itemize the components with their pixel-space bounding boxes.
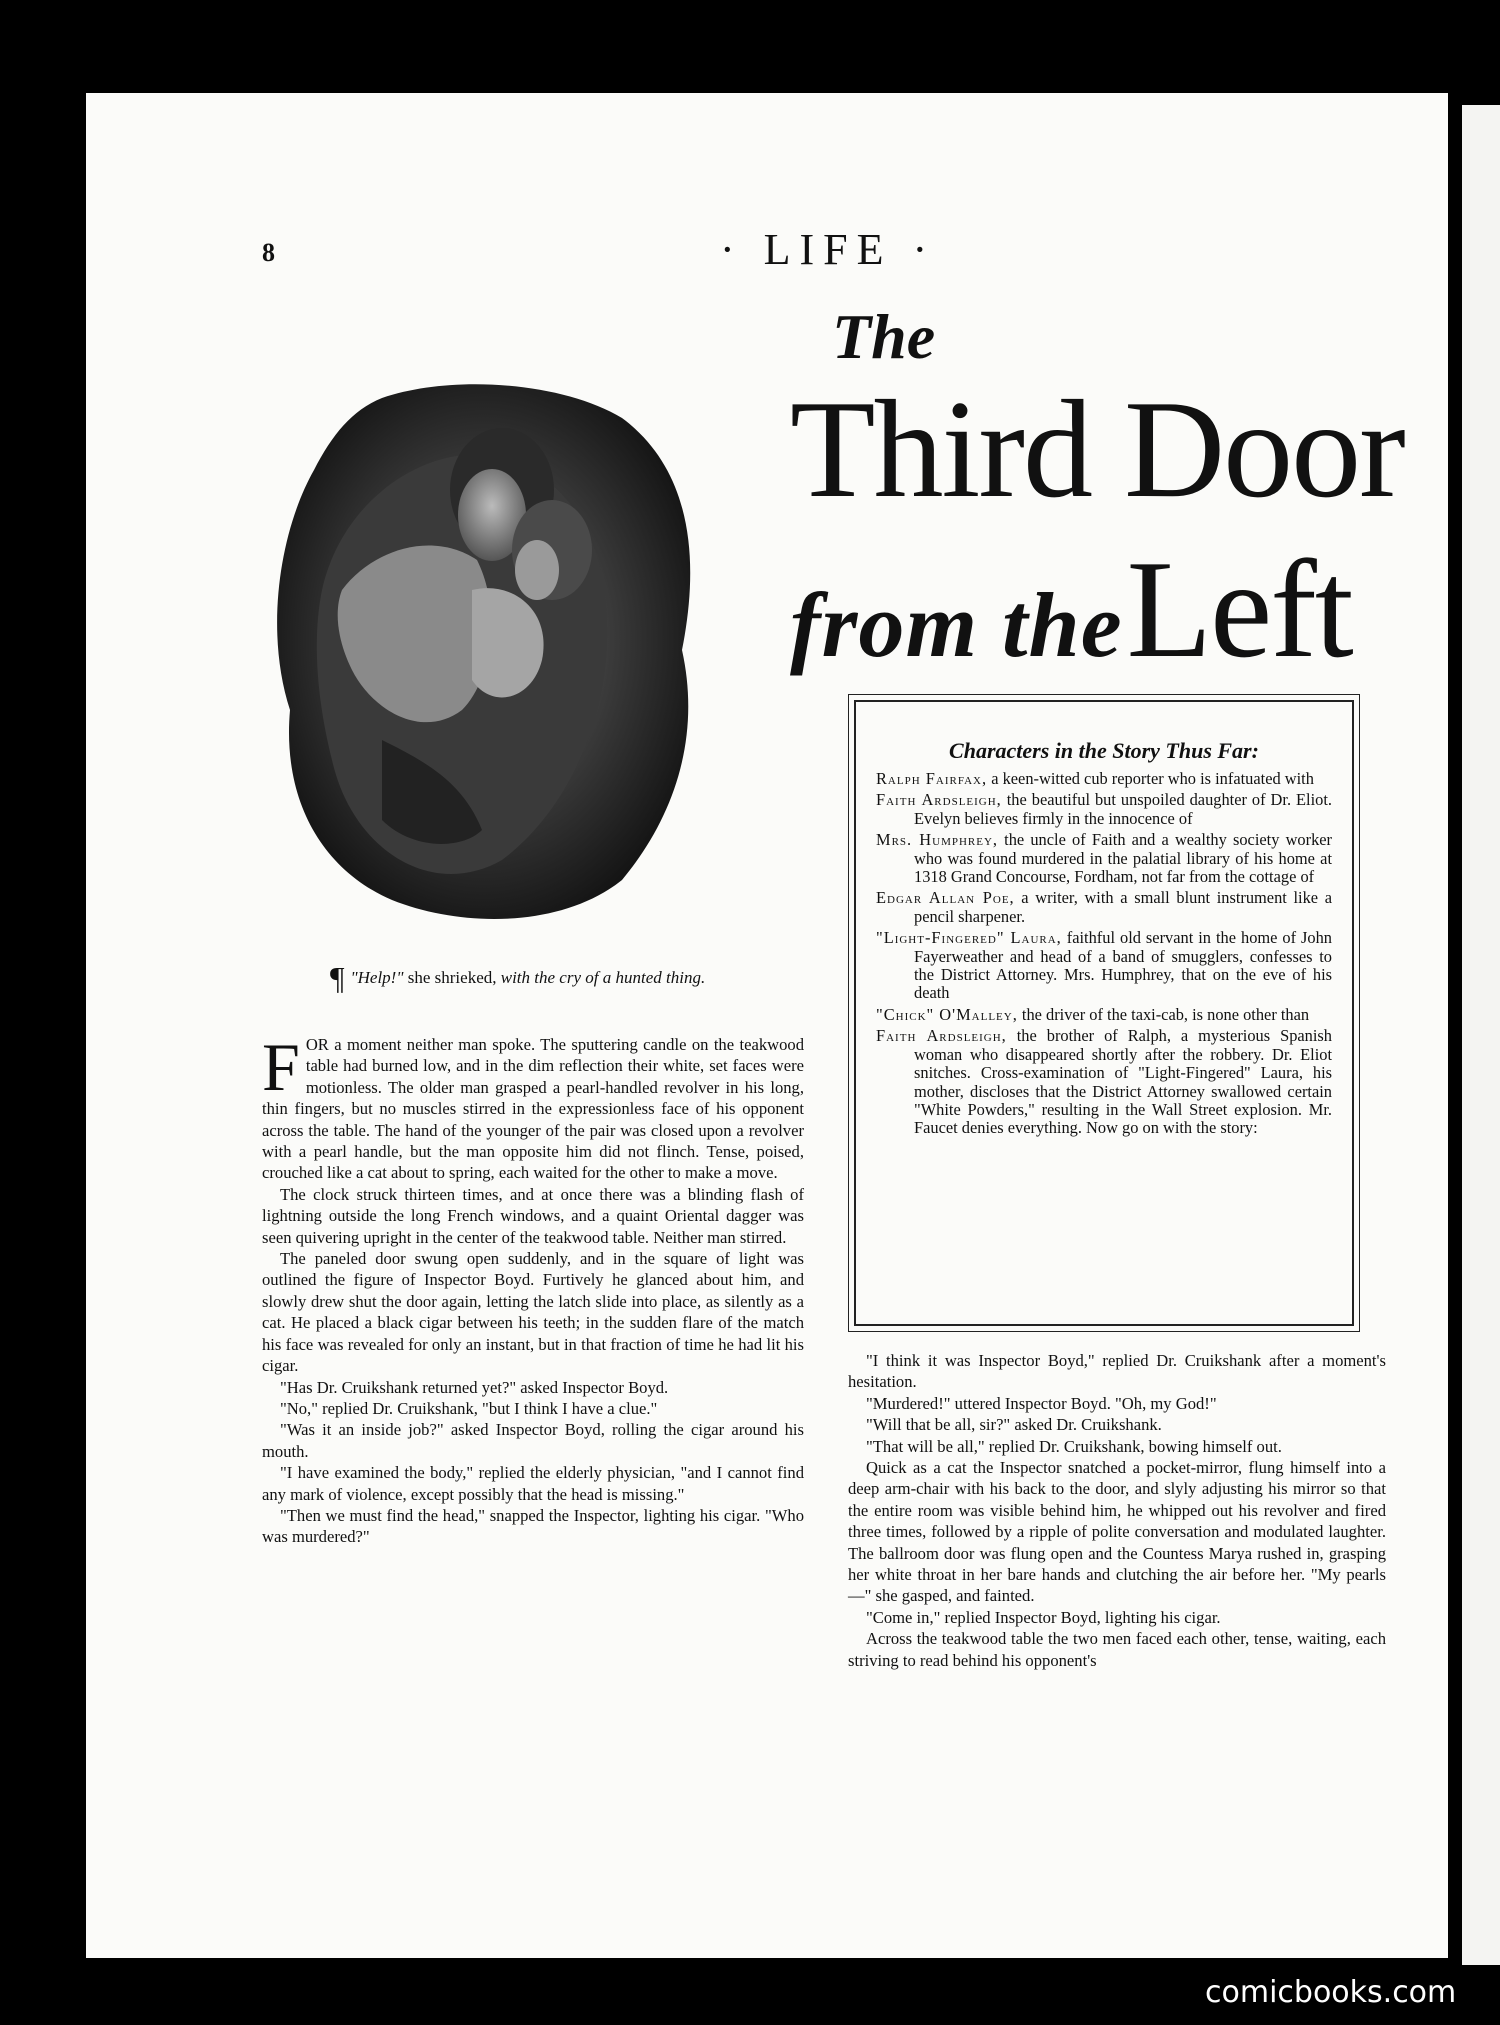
article-paragraph: "Has Dr. Cruikshank returned yet?" asked Inspector Boyd. <box>280 1377 669 1397</box>
article-paragraph: "I have examined the body," replied the elderly physician, "and I cannot find any mark of violence, except possibly that the head is missing." <box>262 1463 804 1504</box>
article-left-column <box>262 1029 804 1548</box>
article-paragraph: Across the teakwood table the two men faced each other, tense, waiting, each striving to read behind his opponent's <box>848 1629 1386 1670</box>
article-right-column <box>848 1350 1386 1671</box>
character-entry: Ralph Fairfax, a keen-witted cub reporter who is infatuated with <box>876 769 1314 788</box>
paragraph-mark-icon: ¶ <box>330 960 345 996</box>
site-watermark: comicbooks.com <box>1205 1975 1457 2010</box>
facing-page-edge <box>1462 105 1500 1965</box>
title-third-door: Third Door <box>790 372 1404 527</box>
article-paragraph: "Will that be all, sir?" asked Dr. Cruikshank. <box>866 1415 1162 1435</box>
characters-box-title: Characters in the Story Thus Far: <box>949 738 1259 763</box>
illustration-photo <box>262 380 702 930</box>
article-paragraph: The paneled door swung open suddenly, and in the square of light was outlined the figure of Inspector Boyd. Furtively he glanced about him, and slowly drew shut the door again, letting the latch slide into place, as silently as a cat. He placed a black cigar between his teeth; in the sudden flare of the match his face was revealed for only an instant, but in that fraction of time he had lit his cigar. <box>262 1249 804 1376</box>
article-paragraph: "Come in," replied Inspector Boyd, lighting his cigar. <box>866 1607 1221 1627</box>
character-entry: "Chick" O'Malley, the driver of the taxi-cab, is none other than <box>876 1004 1310 1024</box>
article-paragraph: The clock struck thirteen times, and at once there was a blinding flash of lightning outside the long French windows, and a quaint Oriental dagger was seen quivering upright in the center of the teakwood table. Neither man stirred. <box>262 1184 804 1247</box>
article-paragraph: "Then we must find the head," snapped the Inspector, lighting his cigar. "Who was murdered?" <box>262 1505 804 1547</box>
photo-caption: ¶ "Help!" she shrieked, with the cry of a hunted thing. <box>330 960 706 996</box>
article-paragraph: "Was it an inside job?" asked Inspector Boyd, rolling the cigar around his mouth. <box>262 1420 804 1461</box>
drop-cap: F <box>262 1029 300 1105</box>
article-paragraph: "Murdered!" uttered Inspector Boyd. "Oh, my God!" <box>866 1393 1217 1413</box>
title-from-the: from the <box>790 574 1123 676</box>
page-number: 8 <box>262 238 275 267</box>
character-entry: Mrs. Humphrey, the uncle of Faith and a wealthy society worker who was found murdered in the palatial library of his home at 1318 Grand Concourse, Fordham, not far from the cottage of <box>876 830 1332 887</box>
article-paragraph: "No," replied Dr. Cruikshank, "but I think I have a clue." <box>280 1398 658 1418</box>
character-entry: Edgar Allan Poe, a writer, with a small blunt instrument like a pencil sharpener. <box>876 888 1333 926</box>
title-from-the-left <box>790 532 1352 687</box>
character-entry: "Light-Fingered" Laura, faithful old servant in the home of John Fayerweather and head of a band of smugglers, confesses to the District Attorney. Mrs. Humphrey, that on the eve of his death <box>876 928 1332 1003</box>
article-paragraph: FOR a moment neither man spoke. The sputtering candle on the teakwood table had burned low, and in the dim reflection their white, set faces were motionless. The older man grasped a pearl-handled revolver in his long, thin fingers, but no muscles stirred in the expressionless face of his opponent across the table. The hand of the younger of the pair was closed upon a revolver with a pearl handle, but the man opposite him did not flinch. Tense, poised, crouched like a cat about to spring, each waited for the other to make a move. <box>262 1029 804 1183</box>
title-the: The <box>832 301 936 372</box>
title-left: Left <box>1126 532 1352 687</box>
character-entry: Faith Ardsleigh, the beautiful but unspoiled daughter of Dr. Eliot. Evelyn believes firmly in the innocence of <box>876 790 1332 828</box>
running-head: · LIFE · <box>720 225 937 274</box>
article-paragraph: "I think it was Inspector Boyd," replied Dr. Cruikshank after a moment's hesitation. <box>848 1351 1386 1392</box>
article-paragraph: Quick as a cat the Inspector snatched a pocket-mirror, flung himself into a deep arm-chair with his back to the door, and slyly adjusting his mirror so that the entire room was visible behind him, he whipped out his revolver and fired three times, followed by a ripple of polite conversation and modulated laughter. The ballroom door was flung open and the Countess Marya rushed in, grasping her white throat in her bare hands and clutching the air before her. "My pearls—" she gasped, and fainted. <box>848 1458 1386 1606</box>
article-paragraph: "That will be all," replied Dr. Cruikshank, bowing himself out. <box>866 1436 1282 1456</box>
characters-box <box>848 694 1360 1332</box>
character-entry: Faith Ardsleigh, the brother of Ralph, a mysterious Spanish woman who disappeared shortly after the robbery. Dr. Eliot snitches. Cross-examination of "Light-Fingered" Laura, his mother, discloses that the District Attorney swallowed certain "White Powders," resulting in the Wall Street explosion. Mr. Faucet denies everything. Now go on with the story: <box>876 1026 1332 1138</box>
